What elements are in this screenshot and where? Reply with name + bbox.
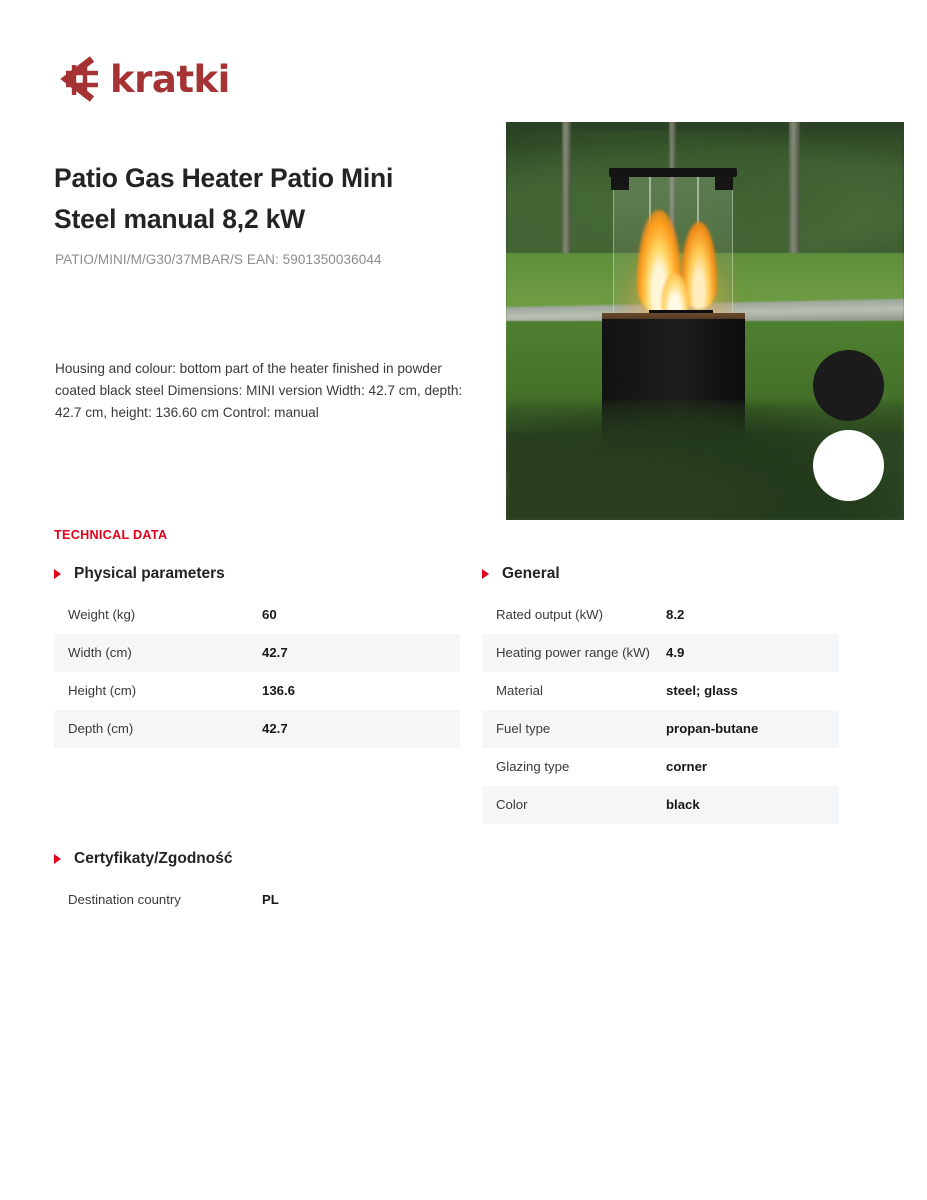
spec-value: steel; glass xyxy=(666,683,738,698)
technical-data-heading: TECHNICAL DATA xyxy=(54,528,168,542)
section-heading-certificates xyxy=(54,850,232,868)
spec-label: Fuel type xyxy=(496,721,551,736)
table-row xyxy=(482,786,839,824)
brand-logo xyxy=(52,48,252,110)
table-row xyxy=(482,672,839,710)
spec-label: Height (cm) xyxy=(68,683,137,698)
color-swatch-black[interactable] xyxy=(813,350,884,421)
section-title: Physical parameters xyxy=(74,565,225,582)
spec-label: Color xyxy=(496,797,528,812)
spec-label: Glazing type xyxy=(496,759,570,774)
table-physical-parameters xyxy=(54,596,460,748)
table-row xyxy=(54,672,460,710)
page-title: Patio Gas Heater Patio Mini Steel manual 8,2 kW xyxy=(54,163,394,234)
spec-value: 42.7 xyxy=(262,645,288,660)
table-row xyxy=(54,634,460,672)
table-general xyxy=(482,596,839,824)
spec-value: 8.2 xyxy=(666,607,685,622)
product-description: Housing and colour: bottom part of the heater finished in powder coated black steel Dimensions: MINI version Width: 42.7 cm, depth: 42.7 cm, height: 136.60 cm Control: manual xyxy=(55,361,463,420)
heater-cap-foot xyxy=(611,176,629,190)
section-title: Certyfikaty/Zgodność xyxy=(74,850,233,867)
table-row xyxy=(54,596,460,634)
table-row xyxy=(482,596,839,634)
product-code-ean: PATIO/MINI/M/G30/37MBAR/S EAN: 5901350036044 xyxy=(55,252,382,267)
section-heading-general xyxy=(482,565,560,583)
spec-value: black xyxy=(666,797,700,812)
spec-label: Material xyxy=(496,683,543,698)
spec-label: Heating power range (kW) xyxy=(496,645,650,660)
section-title: General xyxy=(502,565,560,582)
heater-cap-foot xyxy=(715,176,733,190)
spec-value: corner xyxy=(666,759,708,774)
spec-label: Rated output (kW) xyxy=(496,607,604,622)
table-row xyxy=(482,634,839,672)
spec-label: Width (cm) xyxy=(68,645,132,660)
table-row xyxy=(54,881,460,919)
table-row xyxy=(54,710,460,748)
spec-label: Weight (kg) xyxy=(68,607,136,622)
spec-label: Destination country xyxy=(68,892,181,907)
spec-value: 4.9 xyxy=(666,645,685,660)
table-row xyxy=(482,710,839,748)
table-row xyxy=(482,748,839,786)
spec-value: 42.7 xyxy=(262,721,288,736)
spec-label: Depth (cm) xyxy=(68,721,134,736)
spec-value: propan-butane xyxy=(666,721,759,736)
triangle-bullet-icon xyxy=(54,569,61,579)
section-heading-physical-parameters xyxy=(54,565,225,583)
triangle-bullet-icon xyxy=(482,569,489,579)
spec-value: 60 xyxy=(262,607,277,622)
table-certificates xyxy=(54,881,460,919)
triangle-bullet-icon xyxy=(54,854,61,864)
product-image xyxy=(506,122,904,520)
color-swatch-white[interactable] xyxy=(813,430,884,501)
kratki-grid-arrow-icon xyxy=(52,51,108,107)
brand-name: kratki xyxy=(110,57,230,101)
spec-value: PL xyxy=(262,892,279,907)
spec-value: 136.6 xyxy=(262,683,296,698)
